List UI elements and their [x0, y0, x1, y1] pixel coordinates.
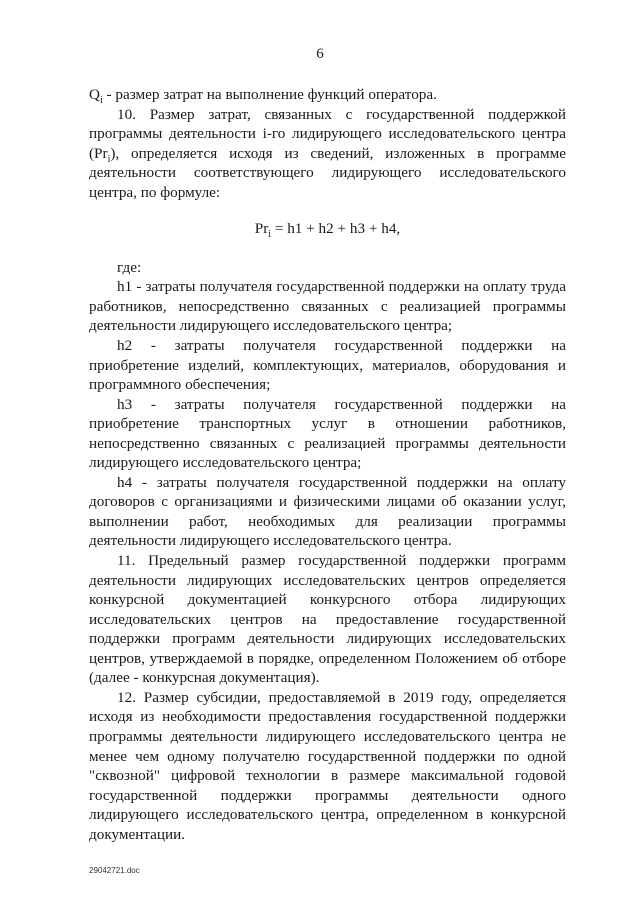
formula-rest: = h1 + h2 + h3 + h4,	[271, 220, 401, 238]
h2-definition: h2 - затраты получателя государственной поддержки на приобретение изделий, комплектующих, материалов, оборудования и программного обеспечения;	[89, 337, 566, 394]
formula-subscript: i	[268, 229, 272, 241]
paragraph-11: 11. Предельный размер государственной поддержки программ деятельности лидирующих исследовательских центров определяется конкурсной документацией конкурсного отбора лидирующих исследовательских центров на предоставление государственной поддержки программ деятельности лидирующих исследовательских центров, утверждаемой в порядке, определенном Положением об отборе (далее - конкурсная документация).	[89, 552, 566, 687]
qi-definition-text: - размер затрат на выполнение функций оператора.	[102, 86, 437, 103]
paragraph-10	[89, 105, 566, 203]
h4-definition: h4 - затраты получателя государственной поддержки на оплату договоров с организациями и физическими лицами об оказании услуг, выполнении работ, необходимых для реализации программы деятельности лидирующего исследовательского центра.	[89, 473, 566, 550]
page-number: 6	[316, 46, 324, 62]
qi-subscript: i	[99, 95, 103, 107]
document-body	[89, 85, 566, 844]
qi-definition	[89, 85, 566, 105]
formula-pr: Pr	[254, 220, 269, 238]
paragraph-10-start: 10. Размер затрат, связанных с государственной поддержкой программы деятельности i-го лидирующего исследовательского центра (Pr	[89, 105, 566, 162]
paragraph-12: 12. Размер субсидии, предоставляемой в 2019 году, определяется исходя из необходимости предоставления государственной поддержки программы деятельности лидирующего исследовательского центра не менее чем одному получателю государственной поддержки по одной "сквозной" цифровой технологии в размере максимальной годовой государственной поддержки программы деятельности одного лидирующего исследовательского центра, определенном в конкурсной документации.	[89, 688, 566, 843]
h3-definition: h3 - затраты получателя государственной поддержки на приобретение транспортных услуг в отношении работников, непосредственно связанных с реализацией программы деятельности лидирующего исследовательского центра;	[89, 395, 566, 472]
paragraph-10-subscript: i	[107, 153, 111, 165]
qi-variable: Q	[89, 86, 100, 103]
formula	[89, 219, 566, 239]
where-label: где:	[117, 258, 142, 276]
scan-mark: .	[92, 844, 94, 850]
footer-document-code: 29042721.doc	[89, 866, 140, 875]
paragraph-10-end: ), определяется исходя из сведений, изложенных в программе деятельности соответствующего лидирующего исследовательского центра, по формуле:	[89, 144, 566, 201]
h1-definition: h1 - затраты получателя государственной поддержки на оплату труда работников, непосредственно связанных с реализацией программы деятельности лидирующего исследовательского центра;	[89, 278, 566, 335]
